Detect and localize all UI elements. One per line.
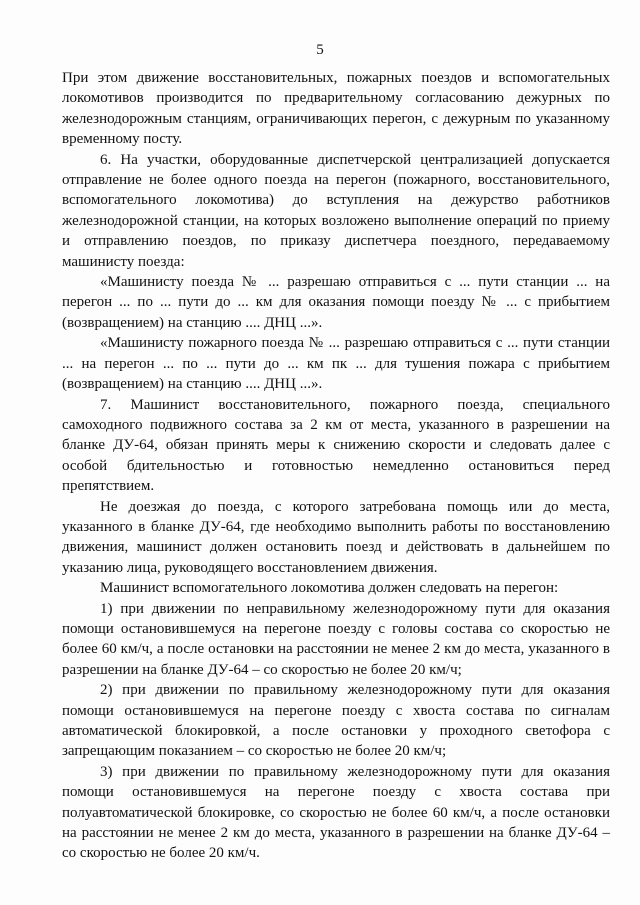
paragraph-item-7: 7. Машинист восстановительного, пожарного поезда, специального самоходного подвижного состава за 2 км от места, указанного в разрешении на бланке ДУ-64, обязан принять меры к снижению скорости и следовать далее с особой бдительностью и готовностью немедленно остановиться перед препятствием. [62, 396, 610, 495]
paragraph-quote-fire: «Машинисту пожарного поезда № ... разрешаю отправиться с ... пути станции ... на перегон ... по ... пути до ... км пк ... для тушения пожара с прибытием (возвращением) на станцию .... ДНЦ ...». [62, 335, 610, 393]
paragraph-subitem-1: 1) при движении по неправильному железнодорожному пути для оказания помощи остановившемуся на перегоне поезду с головы состава со скоростью не более 60 км/ч, а после остановки на расстоянии не менее 2 км до места, указанного в разрешении на бланке ДУ-64 – со скоростью не более 20 км/ч; [62, 600, 610, 678]
paragraph-intro: При этом движение восстановительных, пожарных поездов и вспомогательных локомотивов производится по предварительному согласованию дежурных по железнодорожным станциям, ограничивающих перегон, с дежурным по указанному временному посту. [62, 70, 610, 148]
paragraph-auxiliary-locomotive: Машинист вспомогательного локомотива должен следовать на перегон: [100, 580, 559, 597]
paragraph-stop-before-train: Не доезжая до поезда, с которого затребована помощь или до места, указанного в бланке ДУ-64, где необходимо выполнить работы по восстановлению движения, машинист должен остановить поезд и действовать в дальнейшем по указанию лица, руководящего восстановлением движения. [62, 498, 610, 576]
paragraph-subitem-3: 3) при движении по правильному железнодорожному пути для оказания помощи остановившемуся на перегоне поезду с хвоста состава при полуавтоматической блокировке, со скоростью не более 60 км/ч, а после остановки на расстоянии не менее 2 км до места, указанного в разрешении на бланке ДУ-64 – со скоростью не более 20 км/ч. [62, 763, 610, 862]
document-body [62, 68, 610, 864]
paragraph-item-6: 6. На участки, оборудованные диспетчерской централизацией допускается отправление не более одного поезда на перегон (пожарного, восстановительного, вспомогательного локомотива) до вступления на дежурство работников железнодорожной станции, на которых возложено выполнение операций по приему и отправлению поездов, по приказу диспетчера поездного, передаваемому машинисту поезда: [62, 151, 610, 270]
paragraph-subitem-2: 2) при движении по правильному железнодорожному пути для оказания помощи остановившемуся на перегоне поезду с хвоста состава по сигналам автоматической блокировкой, а после остановки у проходного светофора с запрещающим показанием – со скоростью не более 20 км/ч; [62, 682, 610, 760]
page-number: 5 [316, 42, 324, 58]
paragraph-quote-assistance: «Машинисту поезда № ... разрешаю отправиться с ... пути станции ... на перегон ... по ... пути до ... км для оказания помощи поезду № ... с прибытием (возвращением) на станцию .... ДНЦ ...». [62, 274, 610, 331]
